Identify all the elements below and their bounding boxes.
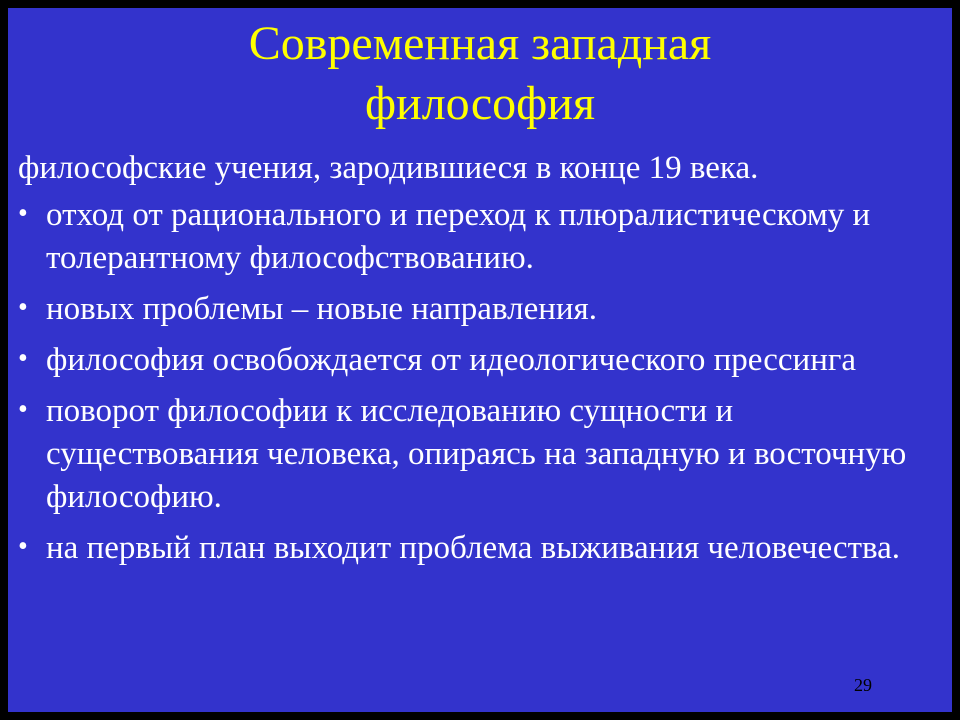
bullet-item <box>16 194 946 280</box>
title-line-2: философия <box>364 77 596 130</box>
bullet-icon: • <box>18 394 28 425</box>
bullet-icon: • <box>18 531 28 562</box>
slide <box>8 8 952 712</box>
bullet-icon: • <box>18 198 28 229</box>
bullet-item <box>16 390 946 519</box>
slide-title <box>8 14 952 134</box>
bullet-list <box>16 194 946 578</box>
bullet-icon: • <box>18 292 28 323</box>
page-number: 29 <box>854 675 872 695</box>
bullet-text: новых проблемы – новые направления. <box>46 291 597 327</box>
title-line-1: Современная западная <box>248 17 712 70</box>
bullet-text: поворот философии к исследованию сущности и существования человека, опираясь на западную и восточную философию. <box>46 393 907 515</box>
bullet-icon: • <box>18 343 28 374</box>
bullet-text: философия освобождается от идеологического прессинга <box>46 342 857 378</box>
bullet-text: на первый план выходит проблема выживания человечества. <box>46 530 901 566</box>
bullet-text: отход от рационального и переход к плюралистическому и толерантному философствованию. <box>46 197 871 276</box>
bullet-item <box>16 527 946 570</box>
slide-subtitle: философские учения, зародившиеся в конце 19 века. <box>18 150 759 186</box>
bullet-item <box>16 288 946 331</box>
bullet-item <box>16 339 946 382</box>
